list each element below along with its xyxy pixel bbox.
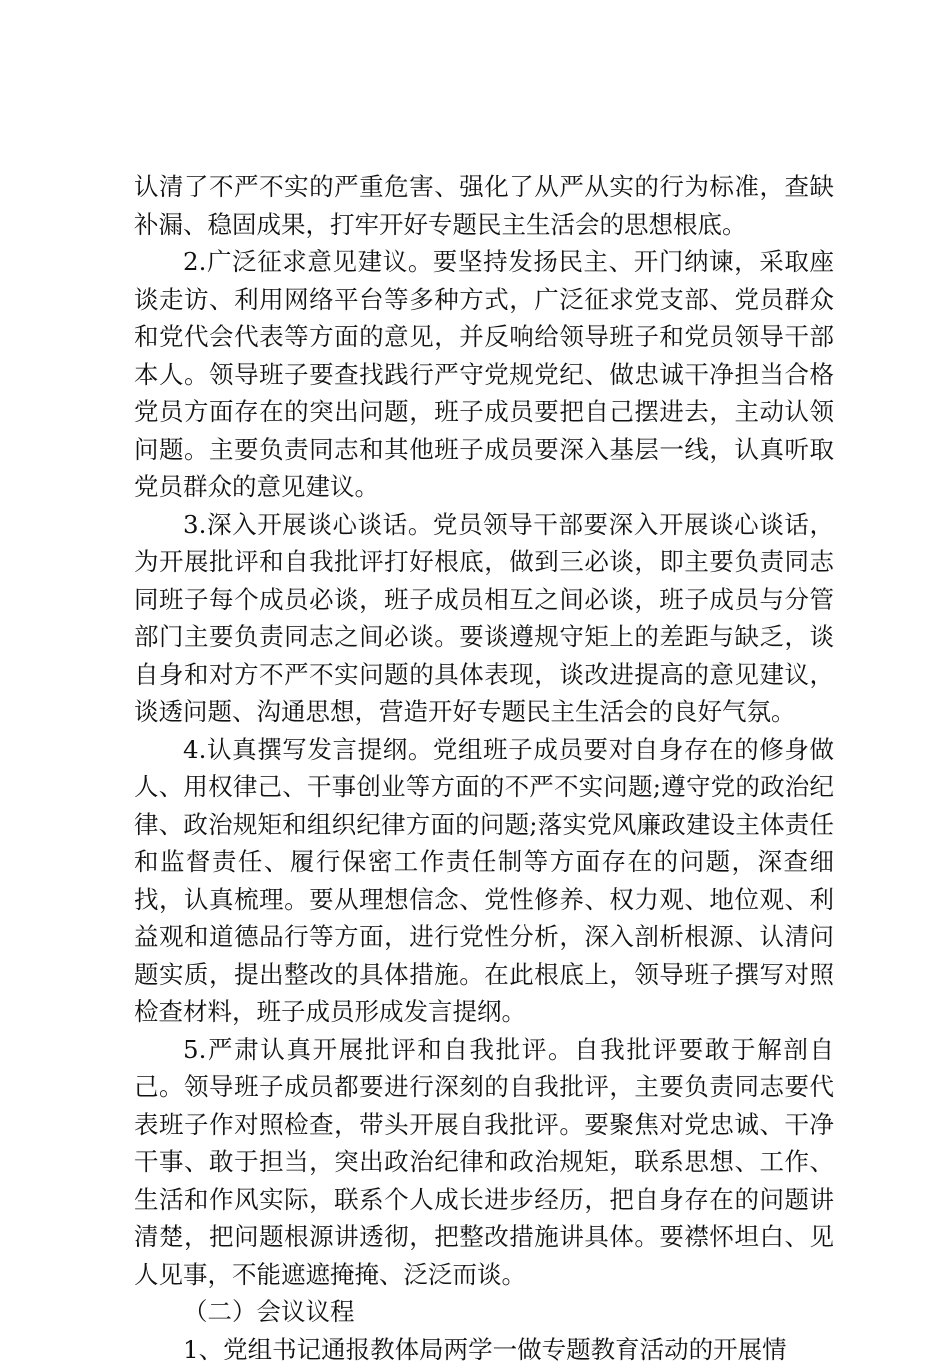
document-body [134,168,834,1368]
section-heading: （二）会议议程 [134,1293,834,1331]
paragraph-item-5: 5.严肃认真开展批评和自我批评。自我批评要敢于解剖自己。领导班子成员都要进行深刻的自我批评，主要负责同志要代表班子作对照检查，带头开展自我批评。要聚焦对党忠诚、干净干事、敢于担当，突出政治纪律和政治规矩，联系思想、工作、生活和作风实际，联系个人成长进步经历，把自身存在的问题讲清楚，把问题根源讲透彻，把整改措施讲具体。要襟怀坦白、见人见事，不能遮遮掩掩、泛泛而谈。 [134,1031,834,1294]
paragraph-item-3: 3.深入开展谈心谈话。党员领导干部要深入开展谈心谈话，为开展批评和自我批评打好根底，做到三必谈，即主要负责同志同班子每个成员必谈，班子成员相互之间必谈，班子成员与分管部门主要负责同志之间必谈。要谈遵规守矩上的差距与缺乏，谈自身和对方不严不实问题的具体表现，谈改进提高的意见建议，谈透问题、沟通思想，营造开好专题民主生活会的良好气氛。 [134,506,834,731]
agenda-item-1: 1、党组书记通报教体局两学一做专题教育活动的开展情 [134,1331,834,1368]
paragraph-item-2: 2.广泛征求意见建议。要坚持发扬民主、开门纳谏，采取座谈走访、利用网络平台等多种方式，广泛征求党支部、党员群众和党代会代表等方面的意见，并反响给领导班子和党员领导干部本人。领导班子要查找践行严守党规党纪、做忠诚干净担当合格党员方面存在的突出问题，班子成员要把自己摆进去，主动认领问题。主要负责同志和其他班子成员要深入基层一线，认真听取党员群众的意见建议。 [134,243,834,506]
paragraph-item-4: 4.认真撰写发言提纲。党组班子成员要对自身存在的修身做人、用权律己、干事创业等方面的不严不实问题;遵守党的政治纪律、政治规矩和组织纪律方面的问题;落实党风廉政建设主体责任和监督责任、履行保密工作责任制等方面存在的问题，深查细找，认真梳理。要从理想信念、党性修养、权力观、地位观、利益观和道德品行等方面，进行党性分析，深入剖析根源、认清问题实质，提出整改的具体措施。在此根底上，领导班子撰写对照检查材料，班子成员形成发言提纲。 [134,731,834,1031]
paragraph-continuation: 认清了不严不实的严重危害、强化了从严从实的行为标准，查缺补漏、稳固成果，打牢开好专题民主生活会的思想根底。 [134,168,834,243]
